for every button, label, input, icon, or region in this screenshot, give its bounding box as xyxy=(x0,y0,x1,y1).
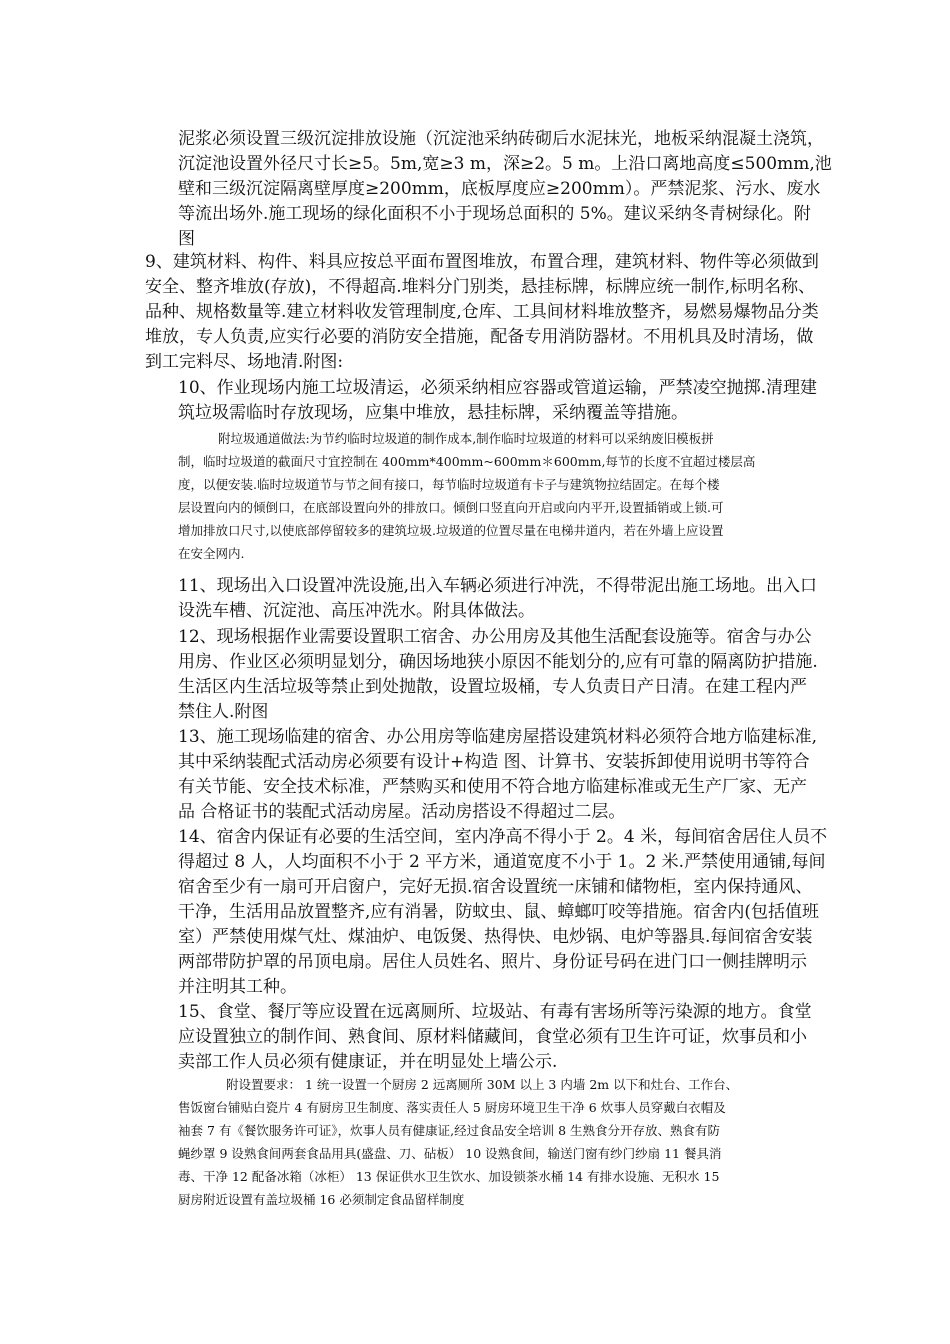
paragraph-sediment-tank xyxy=(178,127,832,252)
text-line: 度，以便安装.临时垃圾道节与节之间有接口，每节临时垃圾道有卡子与建筑物拉结固定。在每个楼 xyxy=(178,477,720,492)
text-line: 品 合格证书的装配式活动房屋。活动房搭设不得超过二层。 xyxy=(178,802,626,822)
text-line: 宿舍至少有一扇可开启窗户，完好无损.宿舍设置统一床铺和储物柜，室内保持通风、 xyxy=(178,877,813,897)
paragraph-item-14 xyxy=(178,825,827,1000)
text-line: 售饭窗台铺贴白瓷片 4 有厨房卫生制度、落实责任人 5 厨房环境卫生干净 6 炊事人员穿戴白衣帽及 xyxy=(178,1100,726,1115)
text-line: 附垃圾通道做法:为节约临时垃圾道的制作成本,制作临时垃圾道的材料可以采纳废旧模板拼 xyxy=(218,431,714,446)
text-line: 并注明其工种。 xyxy=(178,977,297,997)
paragraph-canteen-requirements xyxy=(178,1073,738,1211)
text-line: 图 xyxy=(178,229,195,249)
text-line: 到工完料尽、场地清.附图: xyxy=(145,352,344,372)
paragraph-garbage-chute-note xyxy=(178,427,755,565)
text-line: 袖套 7 有《餐饮服务许可证》，炊事人员有健康证,经过食品安全培训 8 生熟食分开存放、熟食有防 xyxy=(178,1123,721,1138)
text-line: 禁住人.附图 xyxy=(178,702,269,722)
text-line: 筑垃圾需临时存放现场，应集中堆放，悬挂标牌，采纳覆盖等措施。 xyxy=(178,403,688,423)
text-line: 有关节能、安全技术标准，严禁购买和使用不符合地方临建标准或无生产厂家、无产 xyxy=(178,777,807,797)
text-line: 堆放，专人负责,应实行必要的消防安全措施，配备专用消防器材。不用机具及时清场，做 xyxy=(145,327,814,347)
paragraph-item-15 xyxy=(178,1000,812,1075)
paragraph-item-10 xyxy=(178,376,817,426)
text-line: 层设置向内的倾倒口，在底部设置向外的排放口。倾倒口竖直向开启或向内平开,设置插销或上锁.可 xyxy=(178,500,724,515)
text-line: 11、现场出入口设置冲洗设施,出入车辆必须进行冲洗，不得带泥出施工场地。出入口 xyxy=(178,576,818,596)
text-line: 泥浆必须设置三级沉淀排放设施（沉淀池采纳砖砌后水泥抹光，地板采纳混凝土浇筑， xyxy=(178,129,824,149)
text-line: 生活区内生活垃圾等禁止到处抛散，设置垃圾桶，专人负责日产日清。在建工程内严 xyxy=(178,677,807,697)
text-line: 蝇纱罩 9 设熟食间两套食品用具(盛盘、刀、砧板） 10 设熟食间，输送门窗有纱门纱扇 11 餐具消 xyxy=(178,1146,722,1161)
text-line: 13、施工现场临建的宿舍、办公用房等临建房屋搭设建筑材料必须符合地方临建标准, xyxy=(178,727,818,747)
text-line: 卖部工作人员必须有健康证，并在明显处上墙公示. xyxy=(178,1052,558,1072)
text-line: 品种、规格数量等.建立材料收发管理制度,仓库、工具间材料堆放整齐，易燃易爆物品分类 xyxy=(145,302,819,322)
text-line: 得超过 8 人，人均面积不小于 2 平方米，通道宽度不小于 1。2 米.严禁使用通铺,每间 xyxy=(178,852,826,872)
paragraph-item-11 xyxy=(178,574,817,624)
text-line: 干净，生活用品放置整齐,应有消暑，防蚊虫、鼠、蟑螂叮咬等措施。宿舍内(包括值班 xyxy=(178,902,820,922)
text-line: 在安全网内. xyxy=(178,546,245,561)
text-line: 壁和三级沉淀隔离壁厚度≥200mm，底板厚度应≥200mm）。严禁泥浆、污水、废水 xyxy=(178,179,821,199)
text-line: 附设置要求： 1 统一设置一个厨房 2 远离厕所 30M 以上 3 内墙 2m 以下和灶台、工作台、 xyxy=(226,1077,739,1092)
text-line: 等流出场外.施工现场的绿化面积不小于现场总面积的 5%。建议采纳冬青树绿化。附 xyxy=(178,204,811,224)
text-line: 两部带防护罩的吊顶电扇。居住人员姓名、照片、身份证号码在进门口一侧挂牌明示 xyxy=(178,952,807,972)
text-line: 毒、干净 12 配备冰箱（冰柜） 13 保证供水卫生饮水、加设锁茶水桶 14 有排水设施、无积水 15 xyxy=(178,1169,720,1184)
text-line: 应设置独立的制作间、熟食间、原材料储藏间，食堂必须有卫生许可证，炊事员和小 xyxy=(178,1027,807,1047)
text-line: 10、作业现场内施工垃圾清运，必须采纳相应容器或管道运输，严禁凌空抛掷.清理建 xyxy=(178,378,818,398)
text-line: 设洗车槽、沉淀池、高压冲洗水。附具体做法。 xyxy=(178,601,535,621)
text-line: 制，临时垃圾道的截面尺寸宜控制在 400mm*400mm~600mm＊600mm,每节的长度不宜超过楼层高 xyxy=(178,454,756,469)
paragraph-item-12 xyxy=(178,625,818,725)
text-line: 其中采纳装配式活动房必须要有设计+构造 图、计算书、安装拆卸使用说明书等符合 xyxy=(178,752,810,772)
text-line: 厨房附近设置有盖垃圾桶 16 必须制定食品留样制度 xyxy=(178,1192,465,1207)
paragraph-item-9 xyxy=(145,250,819,375)
text-line: 室）严禁使用煤气灶、煤油炉、电饭煲、热得快、电炒锅、电炉等器具.每间宿舍安装 xyxy=(178,927,813,947)
text-line: 沉淀池设置外径尺寸长≥5。5m,宽≥3 m，深≥2。5 m。上沿口离地高度≤500mm,池 xyxy=(178,154,832,174)
text-line: 14、宿舍内保证有必要的生活空间，室内净高不得小于 2。4 米，每间宿舍居住人员不 xyxy=(178,827,828,847)
text-line: 用房、作业区必须明显划分，确因场地狭小原因不能划分的,应有可靠的隔离防护措施. xyxy=(178,652,818,672)
text-line: 12、现场根据作业需要设置职工宿舍、办公用房及其他生活配套设施等。宿舍与办公 xyxy=(178,627,812,647)
text-line: 增加排放口尺寸,以使底部停留较多的建筑垃圾.垃圾道的位置尽量在电梯井道内，若在外墙上应设置 xyxy=(178,523,724,538)
text-line: 安全、整齐堆放(存放)，不得超高.堆料分门别类，悬挂标牌，标牌应统一制作,标明名称、 xyxy=(145,277,816,297)
text-line: 9、建筑材料、构件、料具应按总平面布置图堆放，布置合理，建筑材料、物件等必须做到 xyxy=(145,252,819,272)
paragraph-item-13 xyxy=(178,725,817,825)
text-line: 15、食堂、餐厅等应设置在远离厕所、垃圾站、有毒有害场所等污染源的地方。食堂 xyxy=(178,1002,812,1022)
